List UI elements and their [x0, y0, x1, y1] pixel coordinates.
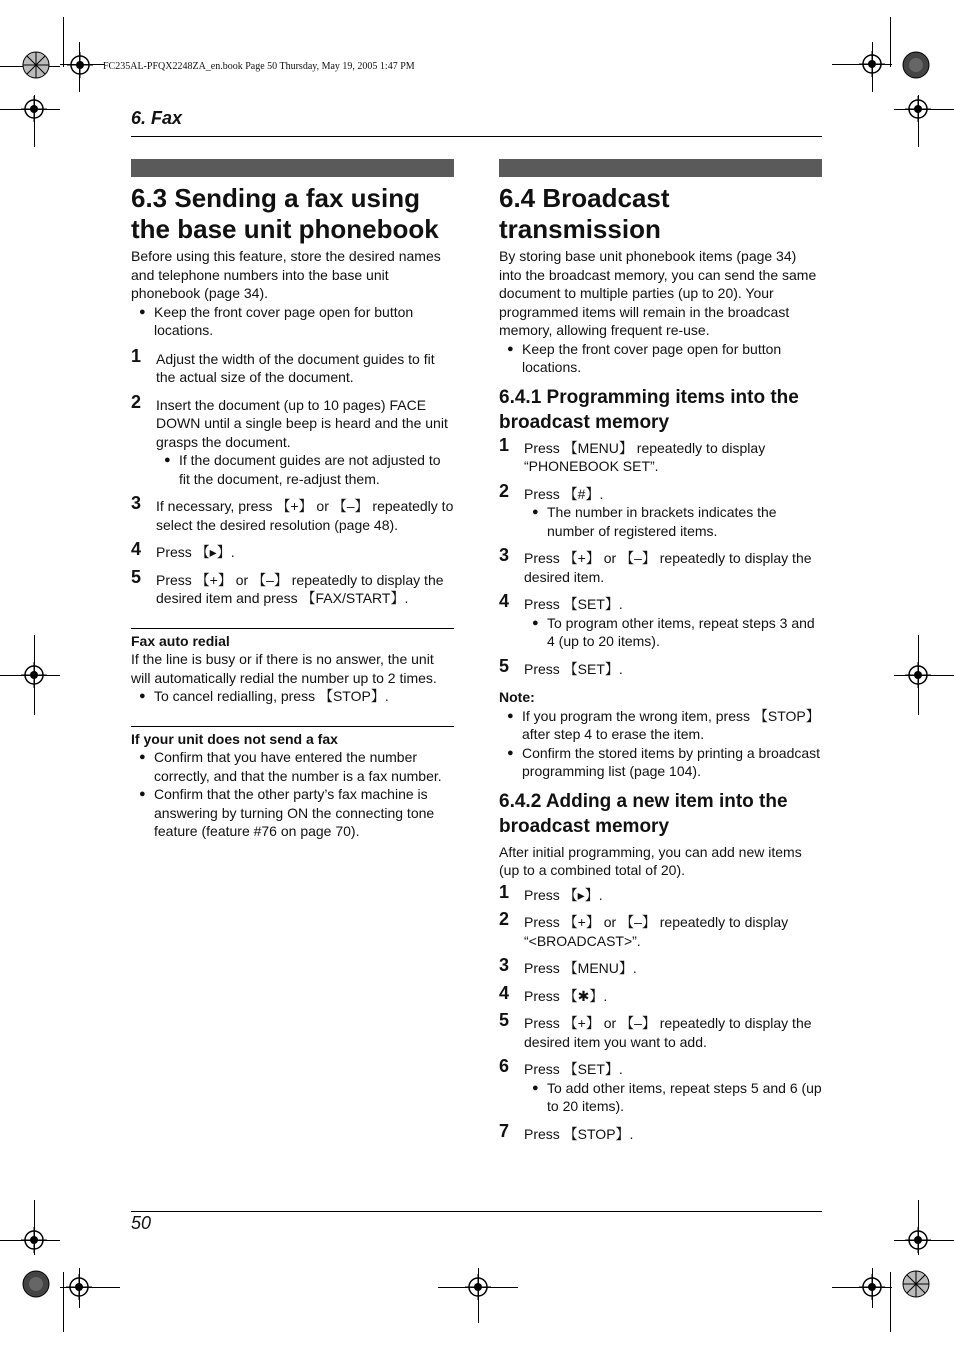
bullet-item: ● To cancel redialling, press 【STOP】.: [139, 688, 389, 704]
right-column: [499, 159, 822, 1143]
bullet-item: ● To program other items, repeat steps 3 and 4 (up to 20 items).: [532, 614, 815, 649]
step-2: 2 Press 【+】 or 【–】 repeatedly to display “<BROADCAST>”.: [499, 909, 789, 949]
step-5: 5 Press 【+】 or 【–】 repeatedly to display the desired item you want to add.: [499, 1010, 812, 1050]
color-wheel-icon: [902, 51, 930, 79]
step-5: 5 Press 【+】 or 【–】 repeatedly to display the desired item and press 【FAX/START】.: [131, 566, 444, 606]
left-column: [131, 159, 454, 841]
step-4: 4 Press 【▸】.: [131, 539, 235, 560]
note-label: Note:: [499, 689, 535, 705]
bullet-icon: ●: [139, 788, 146, 800]
page-number: 50: [131, 1213, 152, 1233]
bullet-item: ● The number in brackets indicates the number of registered items.: [532, 504, 777, 539]
crosshair-target-icon: [905, 662, 931, 688]
crosshair-target-icon: [905, 1227, 931, 1253]
crosshair-target-icon: [859, 1274, 885, 1300]
step-4: 4 Press 【✱】.: [499, 982, 608, 1004]
subsection-intro: After initial programming, you can add new items (up to a combined total of 20).: [499, 843, 802, 878]
crosshair-target-icon: [859, 51, 885, 77]
step-2: 2 Press 【#】. ● The number in brackets indicates the number of registered items.: [499, 485, 822, 541]
subsection-title: 6.4.2 Adding a new item into the broadcast memory: [499, 790, 788, 837]
bullet-item: ● Confirm that the other party’s fax machine is answering by turning ON the connecting tone feature (feature #76 on page 70).: [139, 786, 435, 839]
step-3: 3 Press 【+】 or 【–】 repeatedly to display the desired item.: [499, 545, 812, 585]
crosshair-target-icon: [66, 1274, 92, 1300]
bullet-item: ● If the document guides are not adjusted to fit the document, re-adjust them.: [164, 452, 441, 487]
intro-text: Before using this feature, store the desired names and telephone numbers into the base unit phonebook (page 34).: [131, 248, 441, 301]
bullet-icon: ●: [139, 751, 146, 763]
print-slug: FC235AL-PFQX2248ZA_en.book Page 50 Thursday, May 19, 2005 1:47 PM: [103, 61, 415, 72]
step-3: 3 If necessary, press 【+】 or 【–】 repeatedly to select the desired resolution (page 48).: [131, 493, 454, 533]
bullet-icon: ●: [507, 746, 514, 759]
step-7: 7 Press 【STOP】.: [499, 1120, 634, 1142]
bullet-item: ● If you program the wrong item, press 【STOP】 after step 4 to erase the item.: [507, 707, 820, 742]
crosshair-target-icon: [21, 662, 47, 688]
step-1: 1 Press 【MENU】 repeatedly to display “PHONEBOOK SET”.: [499, 434, 766, 474]
crosshair-target-icon: [905, 96, 931, 122]
fax-auto-redial-heading: Fax auto redial: [131, 628, 454, 651]
crosshair-target-icon: [21, 1227, 47, 1253]
running-head: 6. Fax: [131, 108, 183, 128]
bullet-item: ● Keep the front cover page open for button locations.: [139, 303, 414, 338]
bullet-icon: ●: [532, 616, 539, 629]
color-wheel-icon: [22, 1270, 50, 1298]
bullet-icon: ●: [507, 709, 514, 722]
bullet-icon: ●: [507, 342, 514, 355]
header-rule: [131, 136, 822, 137]
bullet-item: ● Confirm that you have entered the number correctly, and that the number is a fax number.: [139, 749, 442, 784]
step-1: 1 Press 【▸】.: [499, 881, 603, 903]
bullet-item: ● Keep the front cover page open for button locations.: [507, 340, 782, 375]
bullet-icon: ●: [532, 1081, 539, 1094]
not-send-fax-heading: If your unit does not send a fax: [131, 726, 454, 749]
color-wheel-icon: [902, 1270, 930, 1298]
footer-rule: [131, 1211, 822, 1212]
step-4: 4 Press 【SET】. ● To program other items, repeat steps 3 and 4 (up to 20 items).: [499, 595, 822, 651]
bullet-item: ● To add other items, repeat steps 5 and 6 (up to 20 items).: [532, 1079, 822, 1114]
crosshair-target-icon: [465, 1274, 491, 1300]
fax-auto-redial-text: If the line is busy or if there is no answer, the unit will automatically redial the number up to 2 times.: [131, 651, 437, 686]
step-6: 6 Press 【SET】. ● To add other items, repeat steps 5 and 6 (up to 20 items).: [499, 1056, 822, 1114]
bullet-icon: ●: [532, 506, 539, 518]
step-2: 2 Insert the document (up to 10 pages) FACE DOWN until a single beep is heard and the unit grasps the document. ● If the document guides are not adjusted to fit the document, re-adjust them.: [131, 396, 454, 489]
bullet-icon: ●: [164, 454, 171, 466]
section-bar: [499, 159, 822, 177]
subsection-title: 6.4.1 Programming items into the broadcast memory: [499, 386, 799, 433]
intro-text: By storing base unit phonebook items (page 34) into the broadcast memory, you can send the same document to multiple parties (up to 20). Your programmed items will remain in the broadcast memory, allowing frequent re-use.: [499, 248, 817, 338]
bullet-icon: ●: [139, 305, 146, 318]
color-wheel-icon: [22, 51, 50, 79]
section-title: 6.3 Sending a fax using the base unit phonebook: [131, 183, 439, 244]
step-3: 3 Press 【MENU】.: [499, 955, 637, 976]
crosshair-target-icon: [21, 96, 47, 122]
step-1: 1 Adjust the width of the document guides to fit the actual size of the document.: [131, 345, 435, 385]
step-5: 5 Press 【SET】.: [499, 655, 623, 677]
bullet-icon: ●: [139, 690, 146, 702]
bullet-item: ● Confirm the stored items by printing a broadcast programming list (page 104).: [507, 744, 821, 779]
crosshair-target-icon: [67, 52, 93, 78]
section-bar: [131, 159, 454, 177]
section-title: 6.4 Broadcast transmission: [499, 183, 670, 244]
